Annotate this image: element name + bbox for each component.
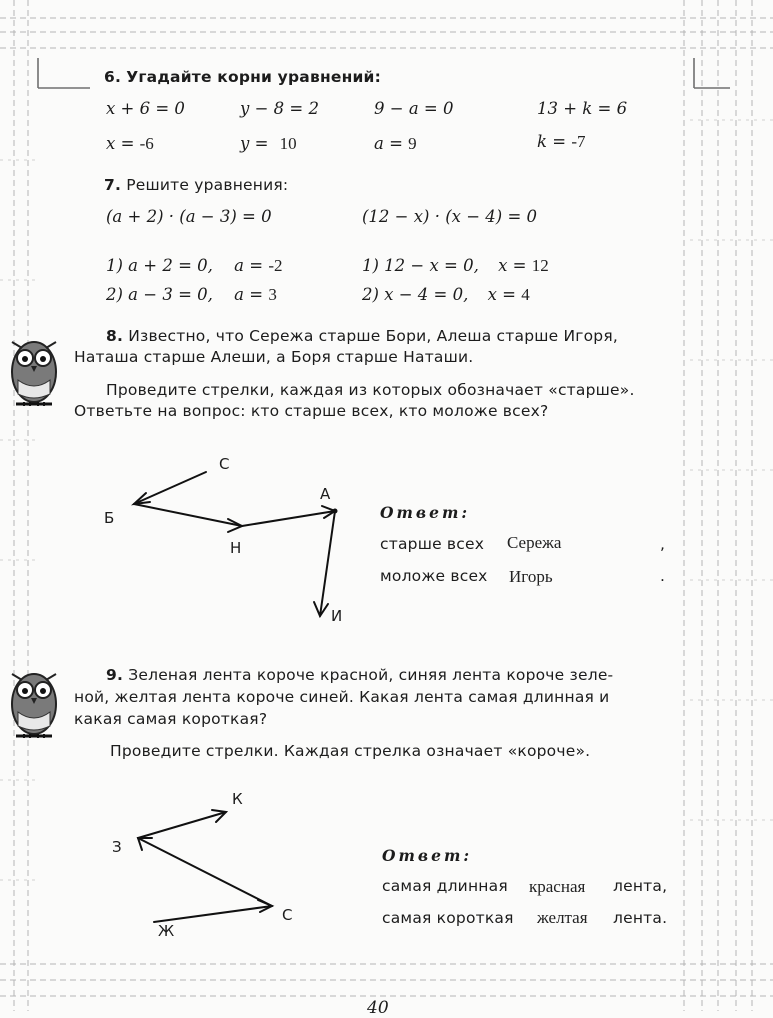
task6-root-3: 9 <box>408 134 417 153</box>
node-label-s: С <box>219 455 230 473</box>
task7-step1-1-root: -2 <box>268 256 283 275</box>
task8-oldest-label: старше всех <box>380 535 485 553</box>
task6-var-2: y <box>240 134 250 153</box>
task9-line1 <box>106 668 613 684</box>
task7-heading <box>104 178 288 194</box>
task7-step2-1-root: 12 <box>531 256 549 275</box>
task7-eq-2: (12 − x) · (x − 4) = 0 <box>362 207 538 226</box>
node-a-dot <box>333 509 338 514</box>
node-label-b: Б <box>104 509 115 527</box>
task6-eq-sign-1: = <box>120 134 135 153</box>
task6-var-3: a <box>374 134 384 153</box>
task7-step2-2-var: x = <box>487 285 516 304</box>
task9-line2: ной, желтая лента короче синей. Какая лента самая длинная и <box>74 688 610 706</box>
arrow-zh-to-s <box>154 906 272 922</box>
task8-number: 8. <box>106 327 124 345</box>
task6-eq-sign-2: = <box>254 134 269 153</box>
task6-answer-4 <box>537 133 586 151</box>
node-label-zh: Ж <box>158 922 175 940</box>
task7-step2-1-label: 1) 12 − x = 0, <box>362 256 479 275</box>
task7-eq-1: (a + 2) · (a − 3) = 0 <box>106 207 272 226</box>
task8-oldest-value: Сережа <box>507 533 562 552</box>
arrow-s-to-z <box>138 838 272 906</box>
task6-answer-3 <box>374 135 417 153</box>
task6-root-1: -6 <box>139 134 154 153</box>
task7-step2-2-label: 2) x − 4 = 0, <box>362 285 469 304</box>
task9-longest-value: красная <box>529 877 586 896</box>
task8-line3: Проведите стрелки, каждая из которых обозначает «старше». <box>106 381 635 399</box>
task7-step1-2-root: 3 <box>268 285 277 304</box>
node-label-a: А <box>320 485 331 503</box>
arrow-n-to-a <box>242 511 335 526</box>
task9-number: 9. <box>106 666 124 684</box>
task9-shortest-end: лента. <box>613 909 668 927</box>
task6-root-4: -7 <box>571 132 586 151</box>
node-label-s9: С <box>282 906 293 924</box>
task6-heading <box>104 70 381 86</box>
task9-line4: Проведите стрелки. Каждая стрелка означает «короче». <box>110 742 591 760</box>
task8-oldest-end: , <box>660 535 666 553</box>
task6-var-1: x <box>106 134 116 153</box>
owl-icon <box>6 654 62 740</box>
task8-line1-text: Известно, что Сережа старше Бори, Алеша старше Игоря, <box>128 327 618 345</box>
task8-answer-label: Ответ: <box>380 503 471 522</box>
task9-longest-label: самая длинная <box>382 877 508 895</box>
task7-step1-1-label: 1) a + 2 = 0, <box>106 256 213 275</box>
task7-step2-1-var: x = <box>498 256 527 275</box>
task6-eq-2: y − 8 = 2 <box>240 99 319 118</box>
task6-var-4: k <box>537 132 547 151</box>
task9-arrow-diagram <box>120 790 300 940</box>
task6-answer-1 <box>106 135 154 153</box>
task6-root-2: 10 <box>279 134 297 153</box>
owl-icon <box>6 322 62 408</box>
task6-eq-1: x + 6 = 0 <box>106 99 185 118</box>
task8-youngest-end: . <box>660 567 666 585</box>
task9-longest-end: лента, <box>613 877 668 895</box>
task6-eq-sign-3: = <box>389 134 403 153</box>
task8-line2: Наташа старше Алеши, а Боря старше Наташи. <box>74 348 474 366</box>
node-label-k: К <box>232 790 243 808</box>
task6-eq-sign-4: = <box>552 132 567 151</box>
task7-step2-2-root: 4 <box>521 285 530 304</box>
node-label-z: З <box>112 838 122 856</box>
arrow-b-to-n <box>134 504 242 526</box>
task8-line1 <box>106 329 618 345</box>
arrow-a-to-i <box>320 511 335 616</box>
task9-answer-label: Ответ: <box>382 846 473 865</box>
task7-step1-1-var: a = <box>234 256 264 275</box>
task7-title: Решите уравнения: <box>126 176 289 194</box>
node-label-n: Н <box>230 539 242 557</box>
task9-line3: какая самая короткая? <box>74 710 268 728</box>
task8-line4: Ответьте на вопрос: кто старше всех, кто моложе всех? <box>74 402 549 420</box>
task6-number: 6. <box>104 68 122 86</box>
task6-answer-2 <box>240 135 297 153</box>
node-label-i: И <box>331 607 343 625</box>
task7-step1-1 <box>106 257 282 275</box>
task6-eq-4: 13 + k = 6 <box>537 99 628 118</box>
arrow-z-to-k <box>138 812 226 838</box>
task7-step1-2-label: 2) a − 3 = 0, <box>106 285 213 304</box>
task8-youngest-label: моложе всех <box>380 567 488 585</box>
task9-shortest-value: желтая <box>537 908 588 927</box>
task7-step2-1 <box>362 257 549 275</box>
task7-step1-2-var: a = <box>234 285 264 304</box>
task9-shortest-label: самая короткая <box>382 909 514 927</box>
task7-number: 7. <box>104 176 122 194</box>
task7-step2-2 <box>362 286 530 304</box>
task7-step1-2 <box>106 286 277 304</box>
arrow-s-to-b <box>134 472 206 504</box>
task6-title: Угадайте корни уравнений: <box>126 68 382 86</box>
task8-youngest-value: Игорь <box>509 567 553 586</box>
task9-line1-text: Зеленая лента короче красной, синяя лента короче зеле- <box>128 666 614 684</box>
task6-eq-3: 9 − a = 0 <box>374 99 454 118</box>
page-number: 40 <box>367 998 389 1018</box>
